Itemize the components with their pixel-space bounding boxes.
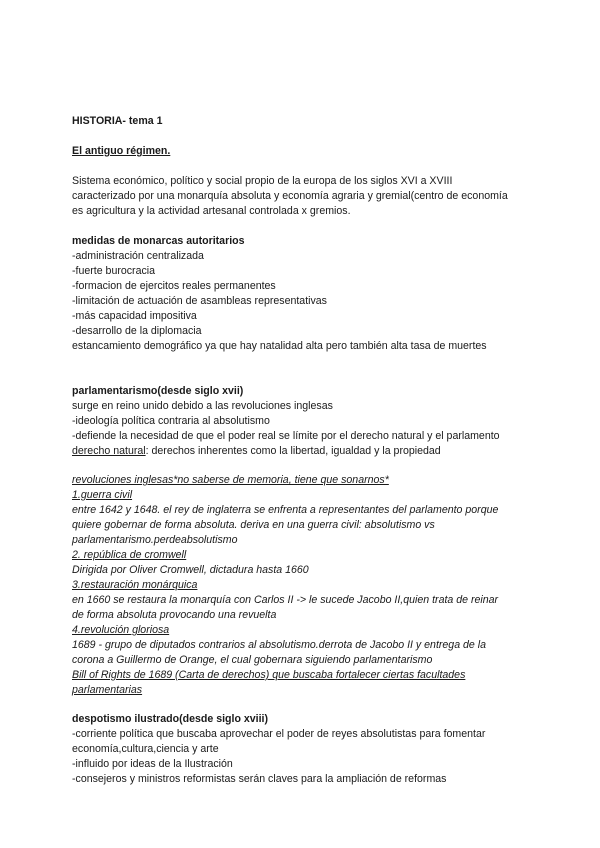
revolucion-gloriosa-line: corona a Guillermo de Orange, el cual gobernara siguiendo parlamentarismo bbox=[72, 654, 433, 666]
medidas-heading: medidas de monarcas autoritarios bbox=[72, 235, 245, 247]
medidas-item: -formacion de ejercitos reales permanentes bbox=[72, 280, 276, 292]
derecho-natural-line bbox=[72, 444, 532, 459]
medidas-item: -administración centralizada bbox=[72, 250, 204, 262]
despotismo-line: -corriente política que buscaba aprovechar el poder de reyes absolutistas para fomentar bbox=[72, 728, 486, 740]
despotismo-heading: despotismo ilustrado(desde siglo xviii) bbox=[72, 713, 269, 725]
intro-line: es agricultura y la actividad artesanal controlada x gremios. bbox=[72, 205, 351, 217]
guerra-civil-line: parlamentarismo.perdeabsolutismo bbox=[72, 534, 238, 546]
parlamentarismo-line: -defiende la necesidad de que el poder real se límite por el derecho natural y el parlamento bbox=[72, 430, 500, 442]
revolucion-gloriosa-title: 4.revolución gloriosa bbox=[72, 624, 170, 636]
intro-line: caracterizado por una monarquía absoluta y economía agraria y gremial(centro de economía bbox=[72, 190, 508, 202]
medidas-item: -limitación de actuación de asambleas representativas bbox=[72, 295, 327, 307]
medidas-section bbox=[72, 234, 532, 354]
parlamentarismo-section bbox=[72, 384, 532, 459]
restauracion-line: de forma absoluta provocando una revuelta bbox=[72, 609, 277, 621]
revolucion-gloriosa-line: 1689 - grupo de diputados contrarios al absolutismo.derrota de Jacobo II y entrega de la bbox=[72, 639, 487, 651]
parlamentarismo-line: surge en reino unido debido a las revoluciones inglesas bbox=[72, 400, 333, 412]
guerra-civil-line: entre 1642 y 1648. el rey de inglaterra se enfrenta a representantes del parlamento porque bbox=[72, 504, 499, 516]
document-subtitle: El antiguo régimen. bbox=[72, 145, 171, 157]
guerra-civil-title: 1.guerra civil bbox=[72, 489, 133, 501]
parlamentarismo-heading: parlamentarismo(desde siglo xvii) bbox=[72, 385, 244, 397]
revoluciones-heading: revoluciones inglesas*no saberse de memoria, tiene que sonarnos* bbox=[72, 474, 389, 486]
derecho-natural-term: derecho natural bbox=[72, 445, 146, 457]
despotismo-line: economía,cultura,ciencia y arte bbox=[72, 743, 219, 755]
parlamentarismo-line: -ideología política contraria al absolutismo bbox=[72, 415, 270, 427]
document-title: HISTORIA- tema 1 bbox=[72, 115, 163, 127]
despotismo-line: -influido por ideas de la Ilustración bbox=[72, 758, 233, 770]
guerra-civil-line: quiere gobernar de forma absoluta. deriva en una guerra civil: absolutismo vs bbox=[72, 519, 435, 531]
bill-of-rights-line: parlamentarias bbox=[72, 684, 143, 696]
republica-cromwell-title: 2. república de cromwell bbox=[72, 549, 187, 561]
despotismo-section bbox=[72, 712, 532, 787]
intro-paragraph bbox=[72, 174, 532, 219]
revoluciones-section bbox=[72, 473, 532, 698]
medidas-item: -fuerte burocracia bbox=[72, 265, 156, 277]
bill-of-rights-line: Bill of Rights de 1689 (Carta de derechos) que buscaba fortalecer ciertas facultades bbox=[72, 669, 466, 681]
restauracion-line: en 1660 se restaura la monarquía con Carlos II -> le sucede Jacobo II,quien trata de reinar bbox=[72, 594, 499, 606]
restauracion-title: 3.restauración monárquica bbox=[72, 579, 198, 591]
republica-cromwell-line: Dirigida por Oliver Cromwell, dictadura hasta 1660 bbox=[72, 564, 309, 576]
despotismo-line: -consejeros y ministros reformistas serán claves para la ampliación de reformas bbox=[72, 773, 447, 785]
medidas-item: estancamiento demográfico ya que hay natalidad alta pero también alta tasa de muertes bbox=[72, 340, 487, 352]
medidas-item: -más capacidad impositiva bbox=[72, 310, 197, 322]
medidas-item: -desarrollo de la diplomacia bbox=[72, 325, 202, 337]
intro-line: Sistema económico, político y social propio de la europa de los siglos XVI a XVIII bbox=[72, 175, 453, 187]
document-page bbox=[72, 114, 532, 787]
derecho-natural-definition: : derechos inherentes como la libertad, igualdad y la propiedad bbox=[145, 445, 441, 457]
